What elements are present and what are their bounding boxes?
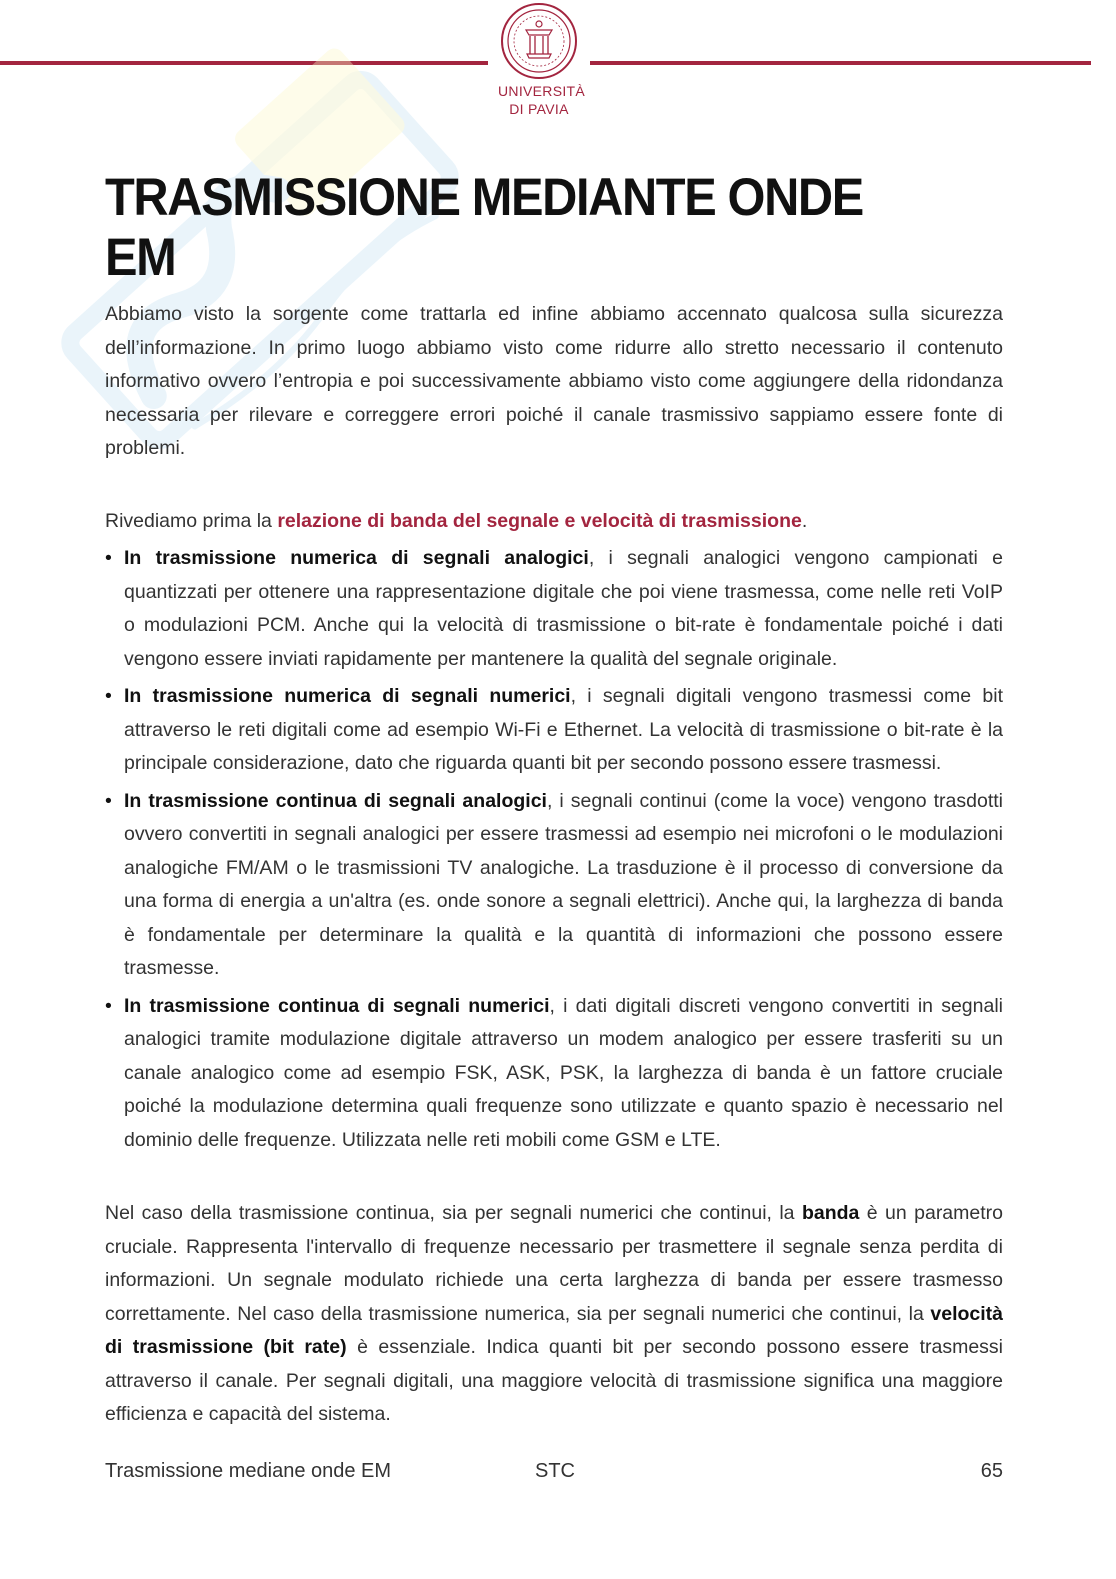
closing-part-2: è un parametro cruciale. Rappresenta l'intervallo di frequenze necessario per trasmettere il segnale senza perdita di informazioni. Un segnale modulato richiede una certa larghezza di banda per essere trasmesso correttamente. Nel caso della trasmissione numerica, sia per segnali numerici che continui, la: [105, 1202, 1003, 1325]
review-paragraph: [105, 505, 1003, 539]
bullet-icon: •: [105, 789, 112, 812]
bullet-list: [105, 542, 1003, 1157]
page-footer: [105, 1460, 1003, 1490]
list-item-heading: In trasmissione numerica di segnali analogici: [124, 547, 589, 569]
list-item-text: , i segnali digitali vengono trasmessi come bit attraverso le reti digitali come ad esempio Wi-Fi e Ethernet. La velocità di trasmissione o bit-rate è la principale considerazione, dato che riguarda quanti bit per secondo possono essere trasmessi.: [124, 685, 1003, 774]
footer-course: STC: [535, 1460, 575, 1482]
university-seal-icon: [500, 2, 578, 80]
closing-part-3: è essenziale. Indica quanti bit per secondo possono essere trasmessi attraverso il canale. Per segnali digitali, una maggiore velocità di trasmissione significa una maggiore efficienza e capacità del sistema.: [105, 1336, 1003, 1425]
page-content: [105, 168, 1003, 1432]
header-rule-left: [0, 61, 488, 65]
bullet-icon: •: [105, 685, 112, 707]
list-item: [105, 542, 1003, 676]
logo-line-2: DI PAVIA: [509, 101, 569, 117]
footer-section-title: Trasmissione mediane onde EM: [105, 1460, 392, 1482]
list-item-text: , i segnali continui (come la voce) vengono trasdotti ovvero convertiti in segnali analogici per essere trasmessi ad esempio nei microfoni o le modulazioni analogiche FM/AM o le trasmissioni TV analogiche. La trasduzione è il processo di conversione da una forma di energia a un'altra (es. onde sonore a segnali elettrici). Anche qui, la larghezza di banda è fondamentale per determinare la qualità e la quantità di informazioni che possono essere trasmesse.: [124, 789, 1004, 979]
bullet-icon: •: [105, 994, 112, 1017]
list-item-text: , i segnali analogici vengono campionati e quantizzati per ottenere una rappresentazione digitale che poi viene trasmessa, come nelle reti VoIP o modulazioni PCM. Anche qui la velocità di trasmissione o bit-rate è fondamentale poiché i dati vengono essere inviati rapidamente per mantenere la qualità del segnale originale.: [124, 547, 1003, 670]
list-item: [105, 990, 1003, 1158]
page-title: TRASMISSIONE MEDIANTE ONDE EM: [105, 168, 863, 287]
list-item: [105, 680, 1003, 781]
header-rule-right: [590, 61, 1091, 65]
closing-bold-1: banda: [801, 1202, 860, 1224]
review-suffix: .: [801, 509, 808, 532]
list-item: [105, 785, 1003, 986]
list-item-heading: In trasmissione numerica di segnali numerici: [124, 685, 571, 707]
list-item-heading: In trasmissione continua di segnali numerici: [124, 994, 550, 1017]
intro-paragraph: Abbiamo visto la sorgente come trattarla ed infine abbiamo accennato qualcosa sulla sicurezza dell’informazione. In primo luogo abbiamo visto come ridurre allo stretto necessario il contenuto informativo ovvero l’entropia e poi successivamente abbiamo visto come aggiungere della ridondanza necessaria per rilevare e correggere errori poiché il canale trasmissivo sappiamo essere fonte di problemi.: [105, 303, 1003, 459]
review-highlight: relazione di banda del segnale e velocità di trasmissione: [277, 509, 802, 532]
closing-paragraph: [105, 1197, 1003, 1432]
university-logo: [498, 2, 586, 118]
closing-part-1: Nel caso della trasmissione continua, sia per segnali numerici che continui, la: [105, 1202, 802, 1224]
closing-bold-2: velocità di trasmissione (bit rate): [105, 1302, 1003, 1358]
logo-line-1: UNIVERSITÀ: [498, 83, 586, 99]
bullet-icon: •: [105, 547, 112, 569]
list-item-text: , i dati digitali discreti vengono convertiti in segnali analogici tramite modulazione digitale attraverso un modem analogico per essere trasferiti su un canale analogico come ad esempio FSK, ASK, PSK, la larghezza di banda è un fattore cruciale poiché la modulazione determina quali frequenze sono utilizzate e quanto spazio è necessario nel dominio delle frequenze. Utilizzata nelle reti mobili come GSM e LTE.: [124, 994, 1003, 1151]
list-item-heading: In trasmissione continua di segnali analogici: [124, 789, 547, 812]
page-number: 65: [980, 1460, 1003, 1482]
review-prefix: Rivediamo prima la: [105, 509, 278, 532]
